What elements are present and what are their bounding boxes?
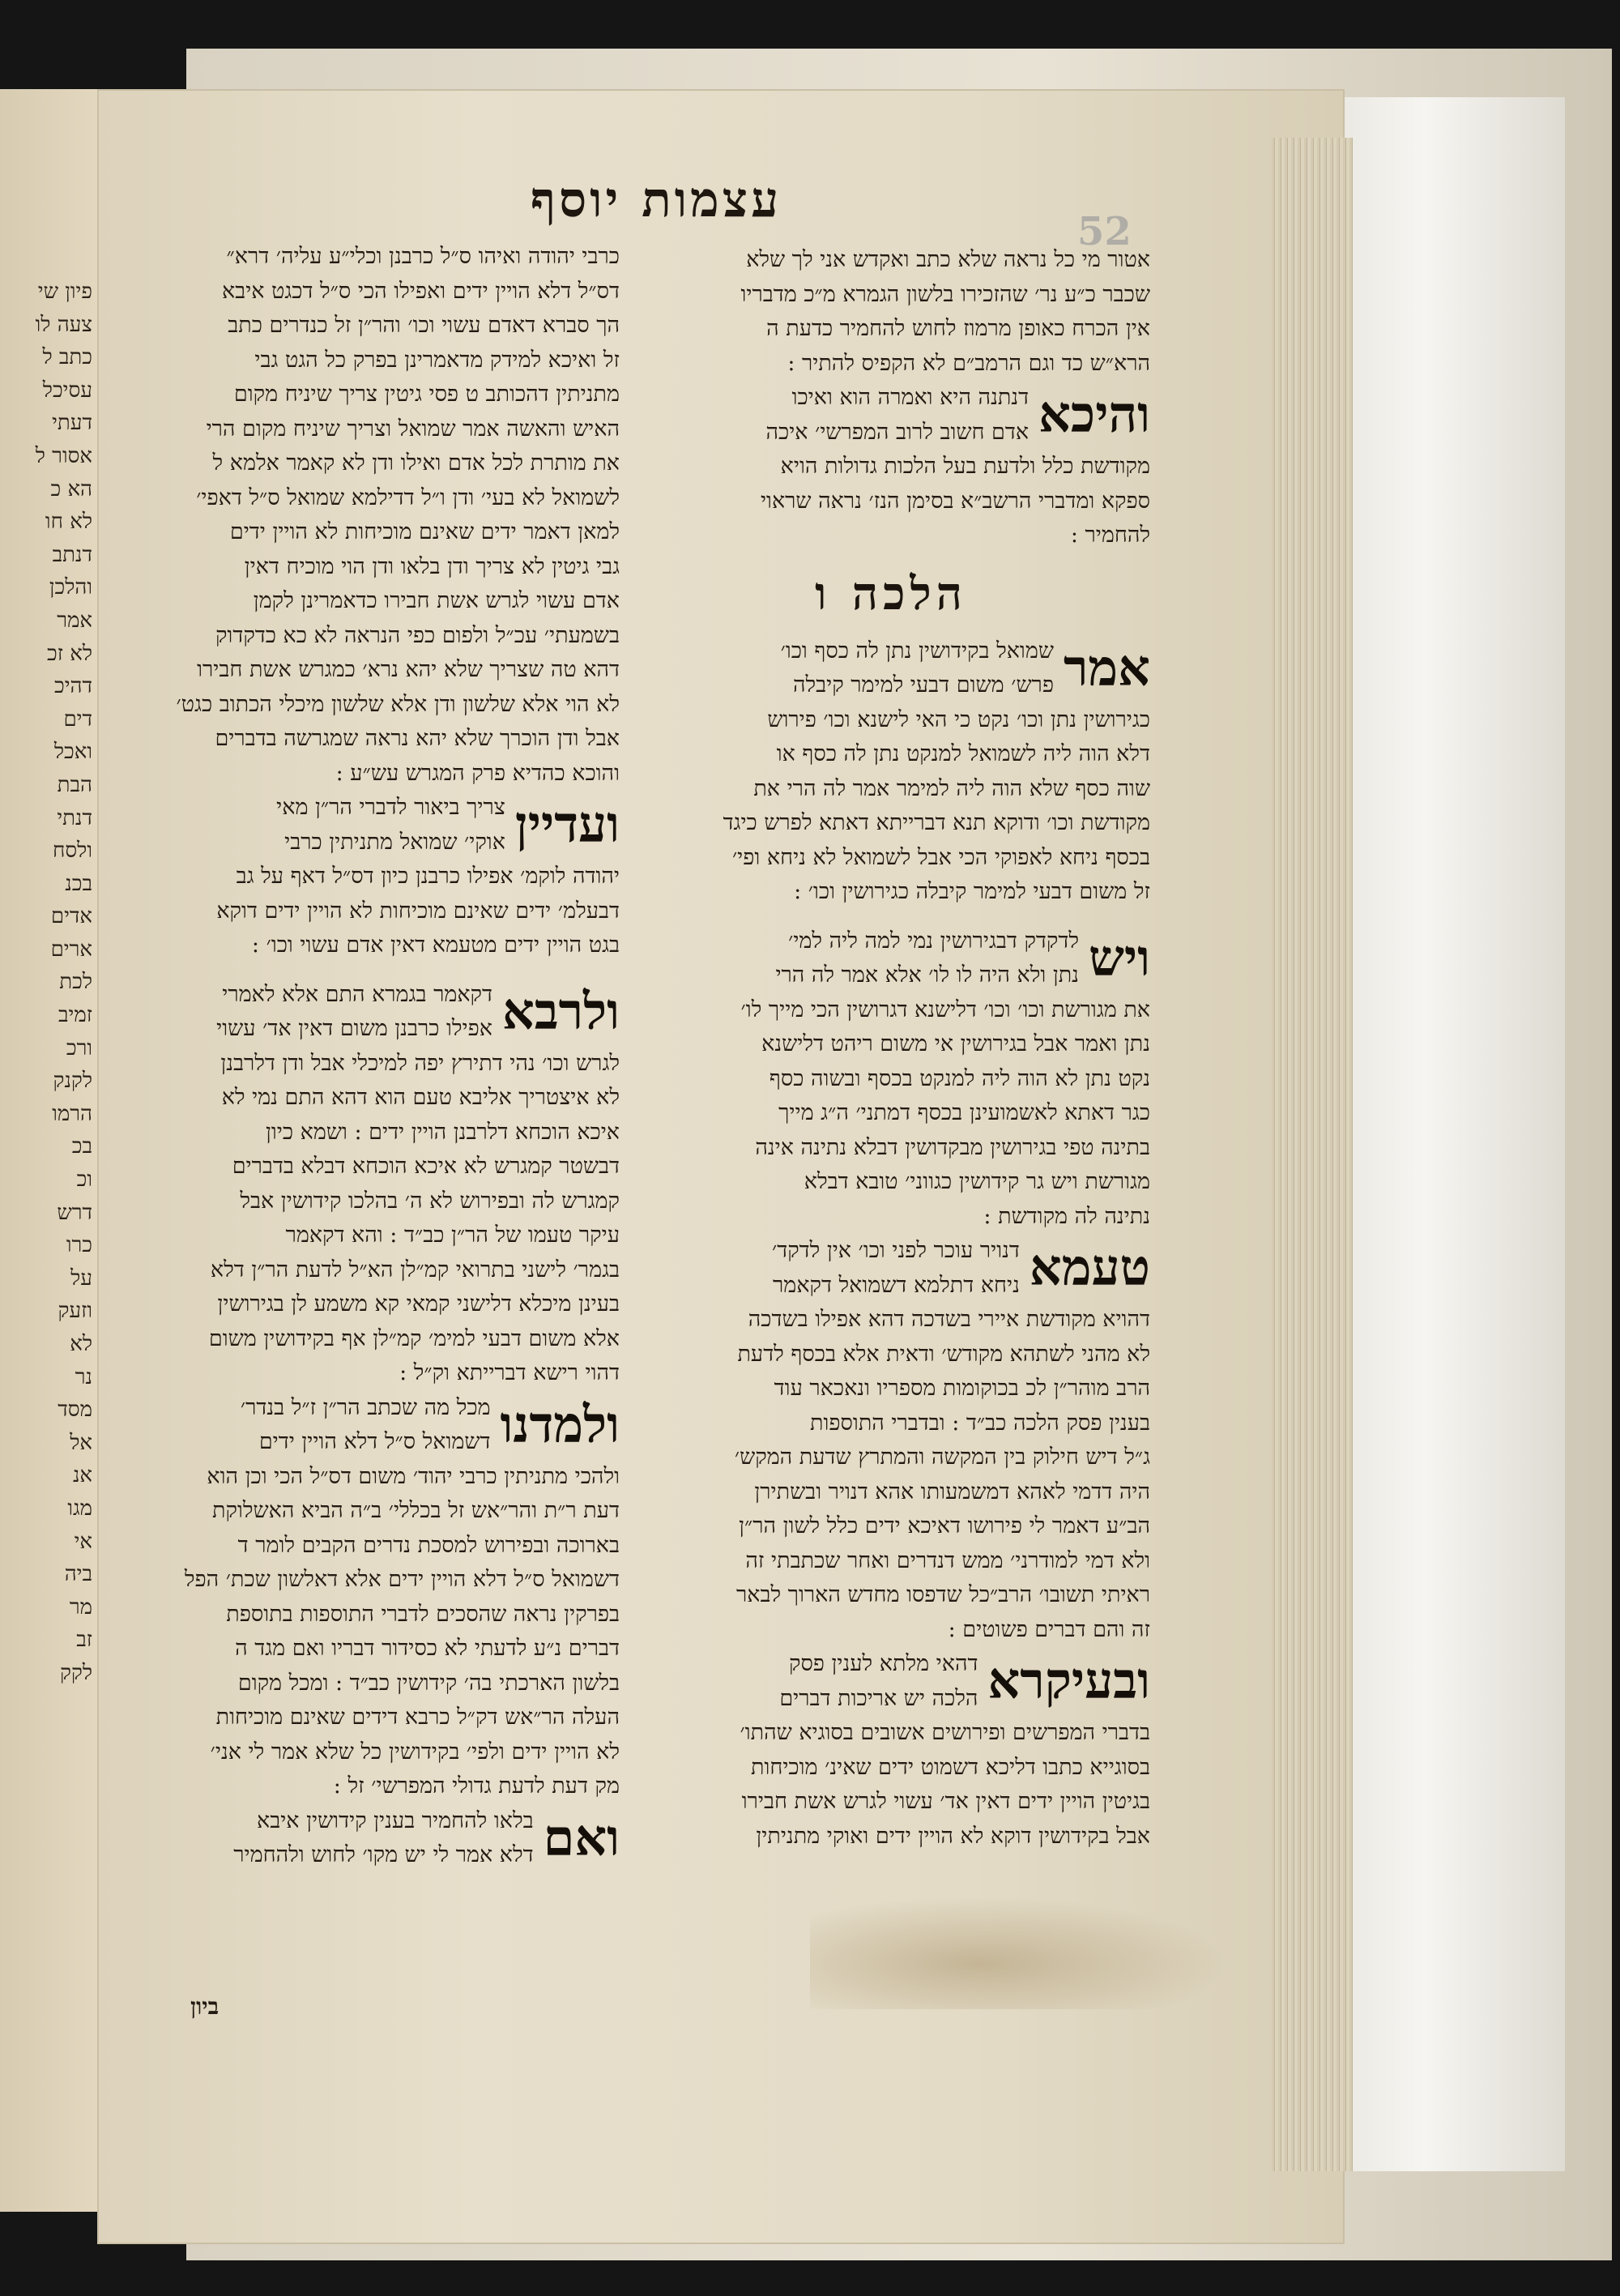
text-line: בגיטין הויין ידים דאין אד׳ עשוי לגרש אשת חבירו [741,1789,1150,1814]
text-line: שוה כסף שלא הוה ליה למימר אמר לה הרי את [753,775,1150,801]
fragment-line: לכת [59,970,92,995]
text-line: ספקא ומדברי הרשב״א בסימן הנז׳ נראה שראוי [760,488,1150,514]
catchword: ביון [190,1993,220,2020]
text-line: כגר דאתא לאשמועינן בכסף דמתני׳ ה״ג מייך [778,1100,1150,1125]
fragment-line: ארים [50,937,92,962]
fragment-line: וזעק [58,1299,92,1324]
incipit-word: ואם [543,1807,620,1867]
text-line: דלא אמר לי יש מקו׳ לחוש ולהחמיר [233,1842,534,1867]
text-line: האיש והאשה אמר שמואל וצריך שיניח מקום הרי [206,416,620,442]
text-line: הלכה יש אריכות דברים [779,1685,978,1711]
text-line: בענין פסק הלכה כב״ד : ובדברי התוספות [810,1410,1150,1436]
text-line: דלא הוה ליה לשמואל למנקט נתן לה כסף או [776,741,1150,766]
water-stain [810,1896,1231,2009]
fragment-line: פיון שי [37,280,92,304]
incipit-lines [632,381,1029,450]
text-line: דבעלמ׳ ידים שאינם מוכיחות לא הויין ידים דוקא [216,898,620,924]
fragment-line: לא חו [45,510,92,535]
fragment-line: כרו [66,1233,92,1258]
fragment-line: ורכ [66,1035,92,1061]
incipit-lines [632,1234,1020,1303]
text-line: למאן דאמר ידים שאינם מוכיחות לא הויין ידים [229,519,620,544]
text-line: אדם חשוב לרוב המפרשי׳ איכה [765,419,1030,445]
fragment-line: מר [69,1594,92,1620]
fragment-line: וכ [76,1167,92,1193]
fragment-line: מגו [67,1496,92,1521]
fragment-line: עסיכל [42,378,92,403]
text-line: שכבר כ״ע נר׳ שהזכירו בלשון הגמרא מ״כ מדבריו [740,281,1150,307]
text-line: מתניתין דהכותב ט פסי גיטין צריך שיניח מקום [233,382,620,407]
text-line: מכל מה שכתב הר״ן ז״ל בנדר׳ [240,1394,491,1420]
text-line: דשמואל ס״ל דלא הויין ידים [258,1429,491,1454]
text-line: כרבי יהודה ואיהו ס״ל כרבנן וכלי״ע עליה׳ דרא״ [226,244,620,269]
fragment-line: והלכן [49,575,92,600]
fragment-line: אסור ל [35,443,92,468]
protective-sheet [1328,97,1565,2171]
fragment-line: אנ [72,1463,92,1488]
text-line: בעינן מיכלא דלישני קמאי קא משמע לן בגירושין [217,1291,620,1317]
text-line: דקאמר בגמרא התם אלא לאמרי [222,981,492,1007]
fragment-line: דנתב [52,542,92,567]
text-line: ראיתי תשובו׳ הרב״כל שדפסו מחדש הארוך לבאר [736,1582,1150,1607]
paragraph [101,1391,620,1804]
incipit-word: ויש [1088,928,1150,988]
text-line: לא איצטריך אליבא טעם הוא דהא התם נמי לא [221,1085,620,1110]
text-line: מגורשת ויש גר קידושין כגווני׳ טובא דבלא [804,1169,1150,1194]
fragment-line: דים [63,706,92,732]
text-line: מקודשת וכו׳ ודוקא תנא דברייתא דאתא לפרש כיגד [723,810,1150,835]
fragment-line: מסד [58,1398,92,1423]
fragment-line: לקק [60,1660,92,1685]
text-line: ג״ל דיש חילוק בין המקשה והמתרץ שדעת המקש׳ [734,1445,1150,1470]
text-line: דבשטר קמגרש לא איכא הוכחא דבלא בדברים [232,1154,620,1179]
text-line: והוכא כהדיא פרק המגרש עש״ע : [335,760,620,786]
incipit-word: והיכא [1038,385,1150,444]
text-line: זה והם דברים פשוטים : [948,1616,1150,1642]
incipit-word: טעמא [1029,1238,1150,1297]
paragraph-body [101,1460,620,1804]
text-line: הרב מוהר״ן לכ בכוקומות מספריו ונאכאר עוד [774,1376,1150,1401]
paragraph-body [632,703,1150,910]
text-line: העלה הר״אש דק״ל כרבא דידים שאינם מוכיחות [215,1705,620,1730]
text-line: איכא הוכחא דלרבנן הויין ידים : ושמא כיון [266,1119,620,1145]
text-line: יהודה לוקמ׳ אפילו כרבנן כיון דס״ל דאף על גב [236,864,620,889]
fragment-line: לא זכ [47,641,92,666]
text-line: ניחא דתלמא דשמואל דקאמר [773,1272,1020,1298]
text-line: קמגרש לה ובפירוש לא ה׳ בהלכו קידושין אבל [240,1188,620,1214]
left-column [101,240,620,1873]
incipit-word: ולמדנו [500,1394,620,1454]
fragment-line: כתב ל [42,345,92,370]
text-line: בסוגייא כתבו דליכא דשמוט ידים שאינ׳ מוכיחות [750,1754,1150,1780]
text-line: דנתנה היא ואמרה הוא ואיכו [791,385,1030,410]
text-line: מק דעת לדעת גדולי המפרשי׳ זל : [333,1773,620,1799]
text-line: נתן ולא היה לו לו׳ אלא אמר לה הרי [775,962,1079,988]
incipit-lines [101,1391,491,1460]
text-line: אבל בקידושין דוקא לא הויין ידים ואוקי מתניתין [756,1823,1150,1849]
text-line: בשמעתי׳ עכ״ל ולפום כפי הנראה לא כא כדקדוק [215,622,620,648]
paragraph [632,1647,1150,1854]
text-line: נתינה לה מקודשת : [983,1203,1150,1229]
page-block-edges [1272,138,1353,2171]
text-line: לשמואל לא בעי׳ ודן ו״ל דדילמא שמואל ס״ל דאפי׳ [196,484,620,510]
text-line: כגירושין נתן וכו׳ נקט כי האי לישנא וכו׳ פירוש [767,706,1150,732]
text-line: בגט הויין ידים מטעמא דאין אדם עשוי וכו׳ : [251,932,620,958]
paragraph [632,243,1150,381]
fragment-line: ולסח [53,839,92,864]
text-line: לדקדק דבגירושין נמי למה ליה למי׳ [788,928,1079,954]
right-column [632,243,1150,1854]
fragment-line: על [70,1265,92,1291]
text-line: אטור מי כל נראה שלא כתב ואקדש אני לך שלא [746,247,1150,272]
text-line: דעת ר״ת והר״אש זל בכללי׳ ב״ה הביא האשלוקת [212,1498,620,1523]
text-line: היה דדמי לאהא דמשמעותו אהא דנויר ובשתירן [754,1479,1150,1504]
incipit-lines [632,634,1054,703]
text-line: הב״ע דאמר לי פירושו דאיכא ידים כלל לשון הר״ן [739,1513,1150,1538]
fragment-line: אדים [50,904,92,929]
fragment-line: בכנ [65,871,92,896]
fragment-line: לא [70,1332,92,1356]
facing-page-text [2,275,92,1690]
paragraph [632,634,1150,910]
fragment-line: צעה לו [35,312,92,337]
text-line: שמואל בקידושין נתן לה כסף וכו׳ [780,638,1054,664]
text-line: ולא דמי למודרני׳ ממש דנדרים ואחר שכתבתי זה [745,1547,1150,1573]
fragment-line: דרש [57,1200,92,1225]
text-line: אוקי׳ שמואל מתניתין כרבי [284,829,505,855]
paragraph [632,381,1150,553]
text-line: אין הכרח כאופן מרמוז לחוש להחמיר כדעת ה [766,316,1150,341]
fragment-line: אי [74,1529,92,1554]
incipit-lines [632,924,1079,993]
facing-page-edge [0,89,97,2212]
incipit-lines [101,1804,534,1873]
text-line: בפרקין נראה שהסכים לדברי התוספות בתוספת [226,1601,620,1627]
text-line: בארוכה ובפירוש למסכת נדרים הקבים לומר ד [237,1532,620,1558]
paragraph-body [101,1047,620,1391]
text-line: אבל ודן הוכרך שלא יהא נראה שמגרשה בדברים [215,726,620,751]
paragraph [101,978,620,1391]
text-line: דנויר עוכר לפני וכו׳ אין לדקד׳ [771,1238,1020,1263]
text-line: דהויא מקודשת איירי בשדכה דהא אפילו בשדכה [748,1307,1150,1332]
text-line: זל ואיכא למידק מדאמרינן בפרק כל הגט גבי [254,347,620,373]
paragraph-body [632,1303,1150,1647]
paragraph [632,1234,1150,1647]
text-line: דהא טה שצריך שלא יהא נרא׳ כמגרש אשת חבירו [197,657,620,682]
text-line: לא מהני לשתהא מקודש׳ ודאית אלא בכסף לדעת [737,1341,1150,1367]
fragment-line: דעתי [52,411,92,436]
incipit-lines [632,1647,978,1716]
fragment-line: לקנק [53,1069,92,1094]
text-line: נתן ואמר אבל בגירושין אי משום ריהט דלישנא [761,1031,1150,1056]
fragment-line: אל [70,1430,92,1455]
text-line: מקודשת כלל ולדעת בעל הלכות גדולות הויא [780,454,1150,479]
text-line: גבי גיטין לא צריך ודן בלאו ודן הוי מוכיח דאין [244,553,620,579]
paragraph-body [632,1716,1150,1854]
fragment-line: ביה [64,1562,92,1587]
fragment-line: נר [75,1364,92,1389]
text-line: ולהכי מתניתין כרבי יהוד׳ משום דס״ל הכי וכן הוא [207,1463,620,1489]
fragment-line: ואכל [53,740,92,765]
text-line: דשמואל ס״ל דלא הויין ידים אלא דאלשון שכת׳ הפל [184,1567,620,1592]
text-line: דברים נ״ע לדעתי לא כסידור דבריו ואם מגד ה [235,1636,620,1661]
text-line: הרא״ש כד וגם הרמב״ם לא הקפיס להתיר : [787,350,1150,376]
text-line: לא הוי אלא שלשון ודן אלא שלשון מיכלי הכתוב כגט׳ [176,691,620,717]
paragraph [101,240,620,791]
text-line: דהאי מלתא לענין פסק [789,1651,978,1676]
text-line: אלא משום דבעי למימ׳ קמ״לן אף בקידושין משום [208,1325,620,1351]
fragment-line: בכ [71,1134,92,1159]
text-line: הך סברא דאדם עשוי וכו׳ והר״ן זל כנדרים כתב [228,313,620,338]
text-line: פרש׳ משום דבעי למימר קיבלה [792,672,1054,698]
paragraph-body [101,860,620,963]
text-line: דס״ל דלא הויין ידים ואפילו הכי ס״ל דכגט איבא [221,278,620,304]
text-line: בכסף ניחא לאפוקי הכי אבל לשמואל לא ניחא ופי׳ [731,844,1150,870]
text-line: זל משום דבעי למימר קיבלה כגירושין וכו׳ : [794,879,1150,904]
paragraph-body [632,993,1150,1235]
fragment-line: דנתי [57,805,92,830]
text-line: בדברי המפרשים ופירושים אשובים בסוגיא שהתו׳ [740,1720,1150,1745]
text-line: אדם עשוי לגרש אשת חבירו כדאמרינן לקמן [253,588,620,613]
fragment-line: הא כ [50,476,92,501]
text-line: בגמר׳ לישני בתרואי קמ״לן הא״ל לדעת הר״ן דלא [210,1257,620,1282]
fragment-line: דהיכ [54,674,92,699]
incipit-word: אמר [1063,638,1150,698]
paragraph-body [632,450,1150,553]
incipit-lines [101,791,505,860]
folio-mark: 52 [1077,209,1132,254]
fragment-line: הבת [57,772,92,797]
fragment-line: זמיב [58,1003,92,1028]
text-line: את מגורשת וכו׳ וכו׳ דלישנא דגרושין הכי מייך לו׳ [740,996,1150,1022]
text-line: דהוי רישא דברייתא וק״ל : [399,1360,620,1385]
incipit-word: ולרבא [501,981,620,1041]
text-line: צריך ביאור לדברי הר״ן מאי [276,795,505,820]
text-line: לגרש וכו׳ נהי דתירץ יפה למיכלי אבל ודן דלרבנן [220,1050,620,1076]
incipit-word: ועדיין [514,795,620,854]
running-head: עצמות יוסף [530,172,782,228]
text-line: בתינה טפי בגירושין מבקדושין דבלא נתינה אינה [755,1134,1150,1160]
fragment-line: הרמו [52,1101,92,1126]
fragment-line: זב [76,1628,92,1653]
incipit-word: ובעיקרא [987,1651,1150,1710]
paragraph [101,1804,620,1873]
paragraph [101,791,620,963]
text-line: נקט נתן לא הוה ליה למנקט בכסף ובשוה כסף [769,1065,1150,1091]
text-line: בלאו להחמיר בענין קידושין איבא [257,1807,534,1833]
text-line: עיקר טעמו של הר״ן כב״ד : והא דקאמר [285,1223,620,1248]
text-line: להחמיר : [1070,523,1150,548]
fragment-line: אמר [57,608,92,633]
incipit-lines [101,978,492,1047]
text-line: בלשון הארכתי בה׳ קידושין כב״ד : ומכל מקום [237,1670,620,1696]
text-line: אפילו כרבנן משום דאין אד׳ עשוי [216,1016,492,1041]
text-line: לא הויין ידים ולפי׳ בקידושין כל שלא אמר לי אני׳ [210,1739,620,1765]
section-heading: הלכה ו [815,566,967,621]
text-line: את מותרת לכל אדם ואילו ודן לא קאמר אלמא ל [212,450,620,476]
paragraph [632,924,1150,1235]
